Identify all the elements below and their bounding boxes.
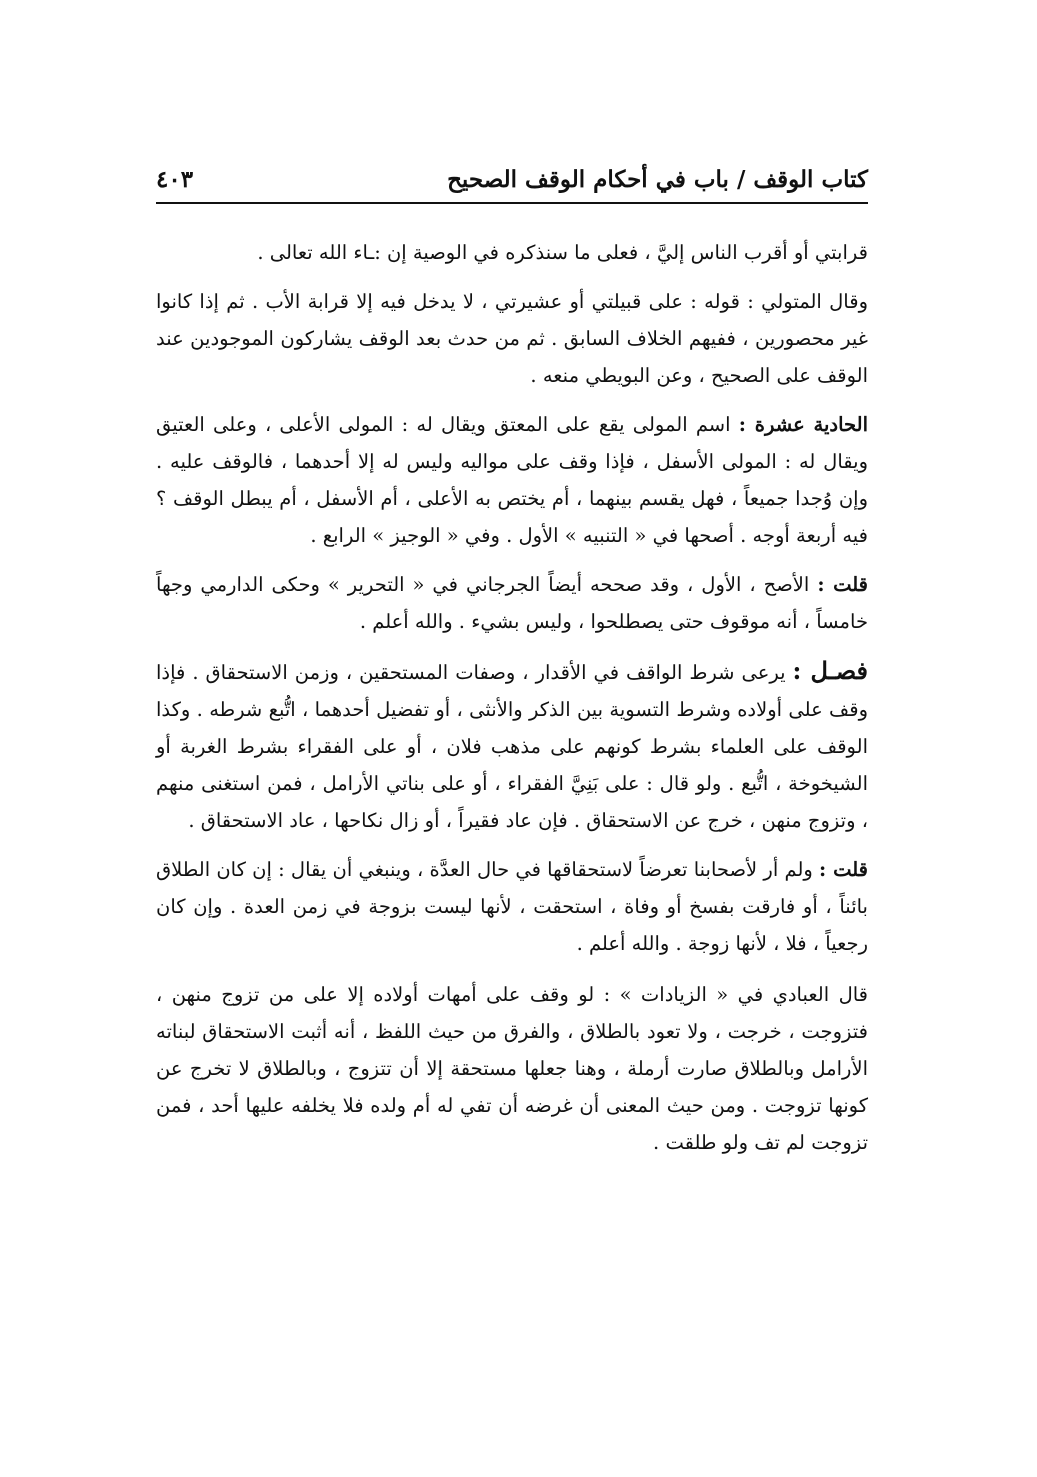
paragraph-text: قرابتي أو أقرب الناس إليَّ ، فعلى ما سنذكره في الوصية إن :ـاء الله تعالى . [257, 241, 868, 264]
paragraph-1 [156, 234, 868, 271]
page-body [156, 204, 868, 1161]
paragraph-7 [156, 976, 868, 1161]
paragraph-3 [156, 406, 868, 554]
note-heading: قلت : [817, 573, 868, 596]
paragraph-5 [156, 652, 868, 839]
paragraph-text: اسم المولى يقع على المعتق ويقال له : المولى الأعلى ، وعلى العتيق ويقال له : المولى الأسفل ، فإذا وقف على مواليه وليس له إلا أحدهما ، فالوقف عليه . وإن وُجدا جميعاً ، فهل يقسم بينهما ، أم يختص به الأعلى ، أم الأسفل ، أم يبطل الوقف ؟ فيه أربعة أوجه . أصحها في « التنبيه » الأول . وفي « الوجيز » الرابع . [156, 413, 868, 547]
paragraph-6 [156, 851, 868, 962]
paragraph-text: يرعى شرط الواقف في الأقدار ، وصفات المستحقين ، وزمن الاستحقاق . فإذا وقف على أولاده وشرط التسوية بين الذكر والأنثى ، أو تفضيل أحدهما ، اتُّبع شرطه . وكذا الوقف على العلماء بشرط كونهم على مذهب فلان ، أو على الفقراء بشرط الغربة أو الشيخوخة ، اتُّبع . ولو قال : على بَنِيَّ الفقراء ، أو على بناتي الأرامل ، فمن استغنى منهم ، وتزوج منهن ، خرج عن الاستحقاق . فإن عاد فقيراً ، أو زال نكاحها ، عاد الاستحقاق . [156, 661, 868, 832]
running-header [156, 164, 868, 204]
paragraph-text: قال العبادي في « الزيادات » : لو وقف على أمهات أولاده إلا على من تزوج منهن ، فتزوجت ، خرجت ، ولا تعود بالطلاق ، والفرق من حيث اللفظ ، أنه أثبت الاستحقاق لبناته الأرامل وبالطلاق صارت أرملة ، وهنا جعلها مستحقة إلا أن تتزوج ، وبالطلاق لا تخرج عن كونها تزوجت . ومن حيث المعنى أن غرضه أن تفي له أم ولده فلا يخلفه عليها أحد ، فمن تزوجت لم تف ولو طلقت . [156, 983, 868, 1154]
note-heading: قلت : [819, 858, 868, 881]
page-number: ٤٠٣ [156, 166, 194, 193]
paragraph-text: ولم أر لأصحابنا تعرضاً لاستحقاقها في حال العدَّة ، وينبغي أن يقال : إن كان الطلاق بائناً ، أو فارقت بفسخ أو وفاة ، استحقت ، لأنها ليست بزوجة في زمن العدة . وإن كان رجعياً ، فلا ، لأنها زوجة . والله أعلم . [156, 858, 868, 955]
section-heading-fasl: فصـل : [792, 656, 868, 685]
book-page [156, 164, 868, 1173]
section-heading-eleventh: الحادية عشرة : [738, 413, 868, 436]
paragraph-2 [156, 283, 868, 394]
header-divider [156, 202, 868, 204]
paragraph-4 [156, 566, 868, 640]
paragraph-text: وقال المتولي : قوله : على قبيلتي أو عشيرتي ، لا يدخل فيه إلا قرابة الأب . ثم إذا كانوا غير محصورين ، ففيهم الخلاف السابق . ثم من حدث بعد الوقف يشاركون الموجودين عند الوقف على الصحيح ، وعن البويطي منعه . [156, 290, 868, 387]
paragraph-text: الأصح ، الأول ، وقد صححه أيضاً الجرجاني في « التحرير » وحكى الدارمي وجهاً خامساً ، أنه موقوف حتى يصطلحوا ، وليس بشيء . والله أعلم . [156, 573, 868, 633]
chapter-title: كتاب الوقف / باب في أحكام الوقف الصحيح [447, 166, 868, 193]
